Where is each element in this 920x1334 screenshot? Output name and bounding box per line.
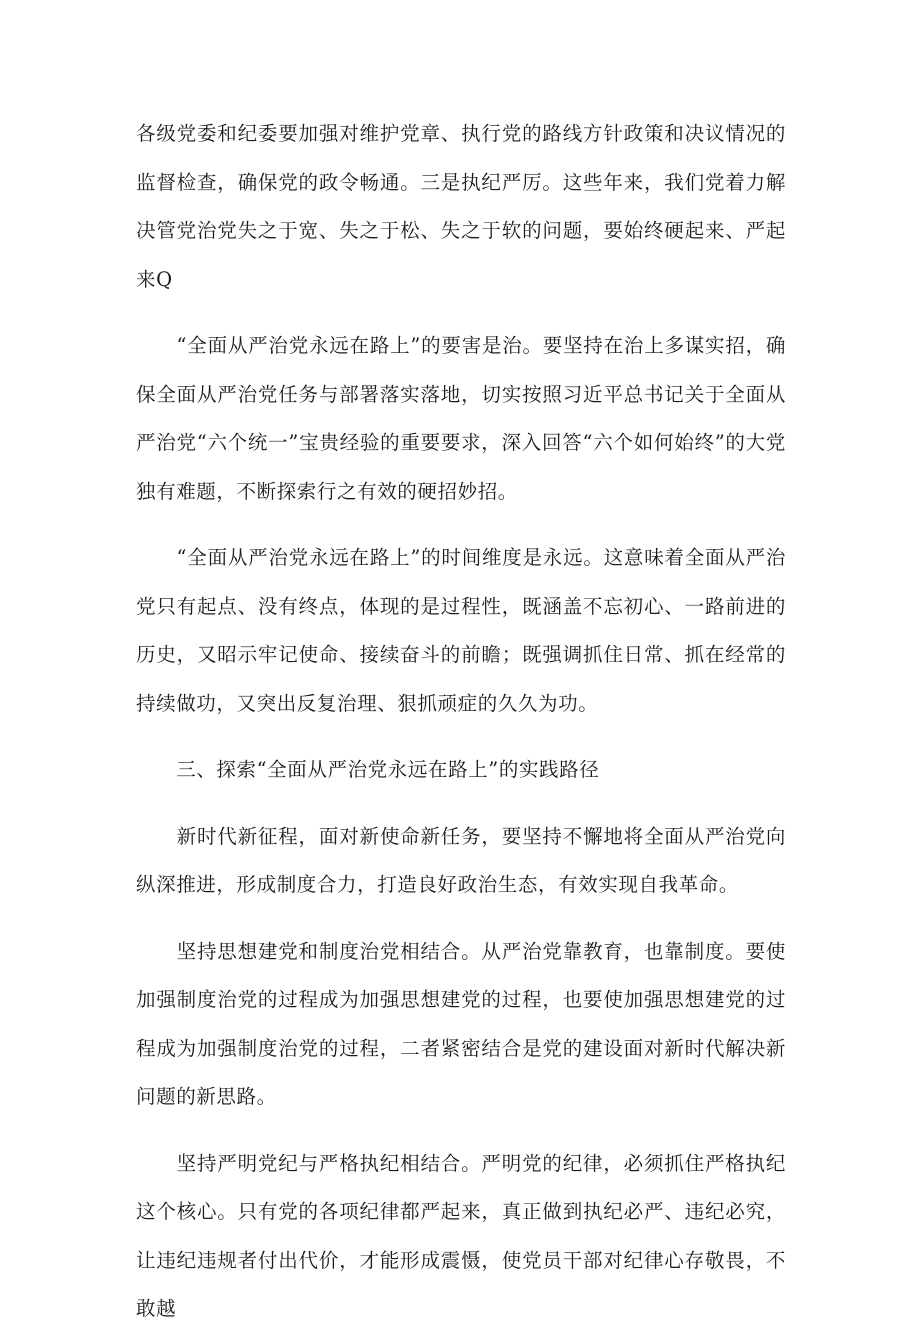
paragraph-7: 坚持严明党纪与严格执纪相结合。严明党的纪律，必须抓住严格执纪这个核心。只有党的各项纪律都严起来，真正做到执纪必严、违纪必究，让违纪违规者付出代价，才能形成震慑，使党员干部对纪律心存敬畏，不敢越 xyxy=(136,1151,786,1320)
paragraph-1: 各级党委和纪委要加强对维护党章、执行党的路线方针政策和决议情况的监督检查，确保党的政令畅通。三是执纪严厉。这些年来，我们党着力解决管党治党失之于宽、失之于松、失之于软的问题，要始终硬起来、严起来Q xyxy=(136,122,786,291)
paragraph-2: “全面从严治党永远在路上”的要害是治。要坚持在治上多谋实招，确保全面从严治党任务与部署落实落地，切实按照习近平总书记关于全面从严治党“六个统一”宝贵经验的重要要求，深入回答“六个如何始终”的大党独有难题，不断探索行之有效的硬招妙招。 xyxy=(136,334,786,503)
section-heading-3: 三、探索“全面从严治党永远在路上”的实践路径 xyxy=(136,758,600,781)
paragraph-3: “全面从严治党永远在路上”的时间维度是永远。这意味着全面从严治党只有起点、没有终点，体现的是过程性，既涵盖不忘初心、一路前进的历史，又昭示牢记使命、接续奋斗的前瞻；既强调抓住日常、抓在经常的持续做功，又突出反复治理、狠抓顽症的久久为功。 xyxy=(136,546,786,715)
document-body xyxy=(136,110,786,1334)
paragraph-5: 新时代新征程，面对新使命新任务，要坚持不懈地将全面从严治党向纵深推进，形成制度合力，打造良好政治生态，有效实现自我革命。 xyxy=(136,824,786,896)
paragraph-6: 坚持思想建党和制度治党相结合。从严治党靠教育，也靠制度。要使加强制度治党的过程成为加强思想建党的过程，也要使加强思想建党的过程成为加强制度治党的过程，二者紧密结合是党的建设面对新时代解决新问题的新思路。 xyxy=(136,939,786,1108)
